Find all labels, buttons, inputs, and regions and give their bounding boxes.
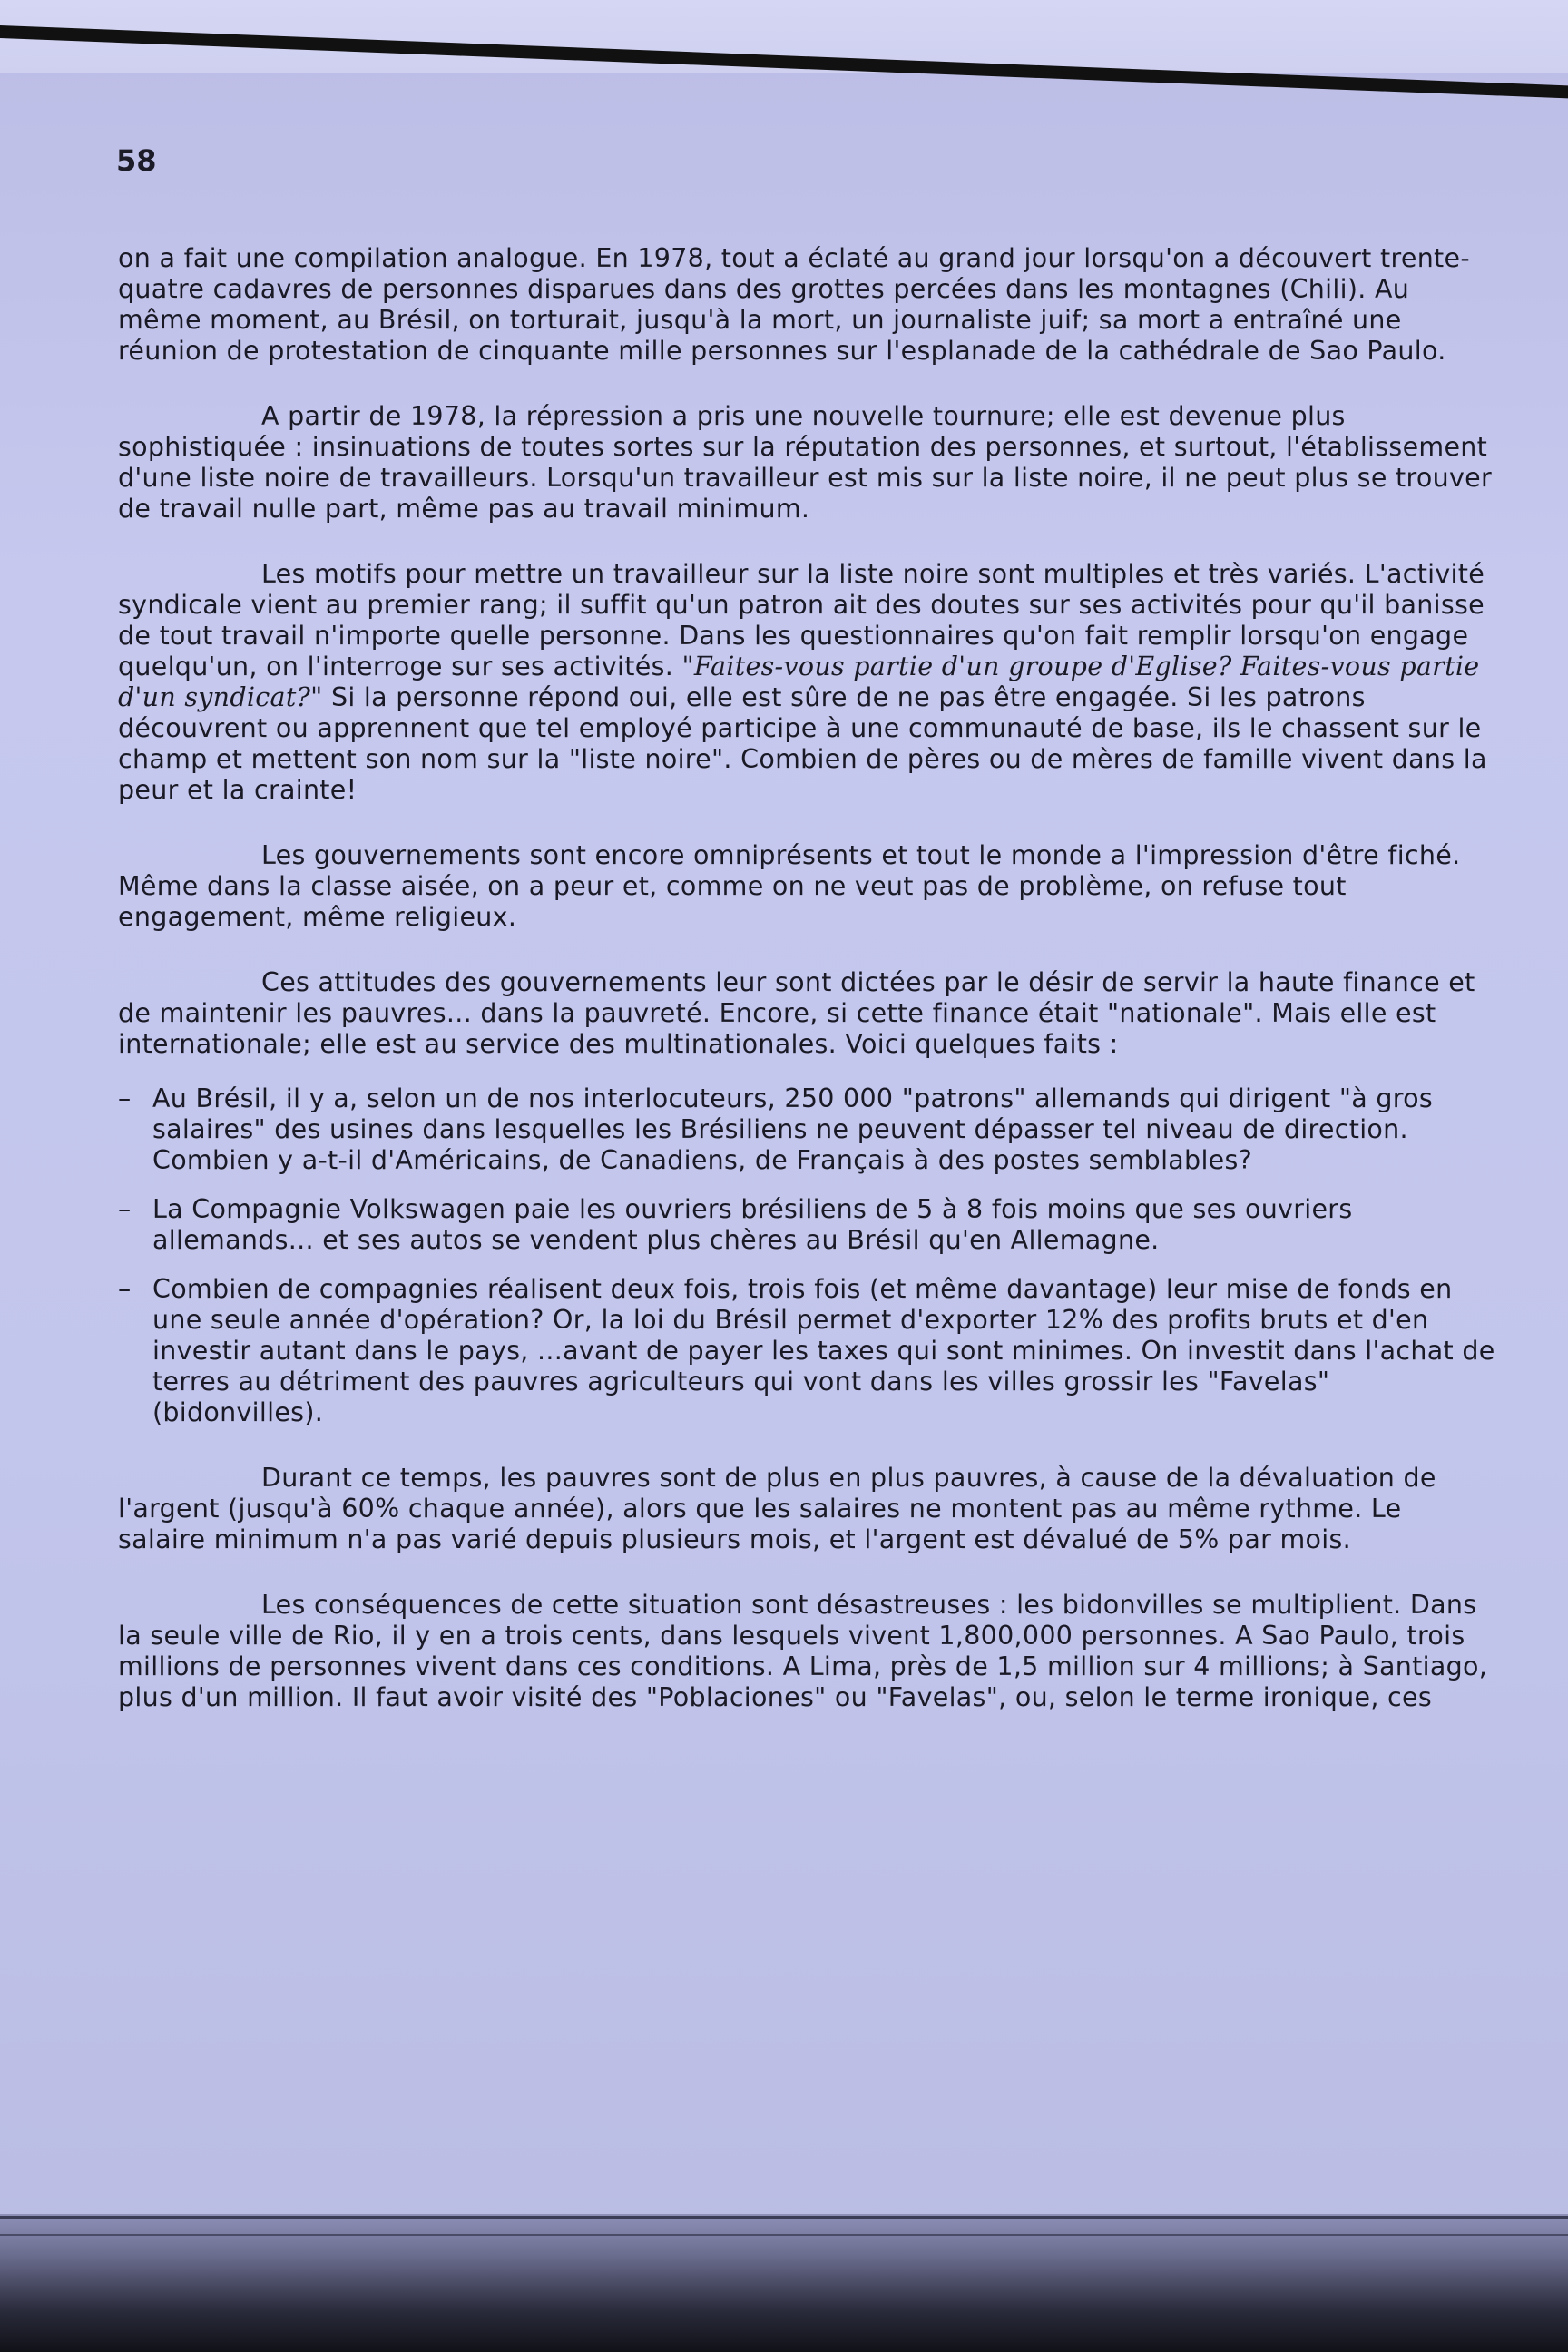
- bullet-dash: –: [118, 1083, 132, 1113]
- paragraph-5: Ces attitudes des gouvernements leur sont dictées par le désir de servir la haute finance et de maintenir les pauvres... dans la pauvreté. Encore, si cette finance était "nationale". Mais elle est internationale; elle est au service des multinationales. Voici quelques faits :: [118, 967, 1475, 1059]
- bullet-dash: –: [118, 1194, 132, 1224]
- page-edge-line: [0, 2216, 1568, 2219]
- bullet-text-3: Combien de compagnies réalisent deux fois, trois fois (et même davantage) leur mise de fonds en une seule année d'opération? Or, la loi du Brésil permet d'exporter 12% des profits bruts et d'en investir autant dans le pays, ...avant de payer les taxes qui sont minimes. On investit dans l'achat de terres au détriment des pauvres agriculteurs qui vont dans les villes grossir les "Favelas" (bidonvilles).: [152, 1274, 1495, 1427]
- bullet-item-3: [118, 1274, 1497, 1428]
- paragraph-1: on a fait une compilation analogue. En 1978, tout a éclaté au grand jour lorsqu'on a découvert trente-quatre cadavres de personnes disparues dans des grottes percées dans les montagnes (Chili). Au même moment, au Brésil, on torturait, jusqu'à la mort, un journaliste juif; sa mort a entraîné une réunion de protestation de cinquante mille personnes sur l'esplanade de la cathédrale de Sao Paulo.: [118, 243, 1470, 366]
- bullet-item-2: [118, 1194, 1497, 1256]
- handwritten-quote: "Faites-vous partie d'un groupe d'Eglise? Faites-vous partie d'un syndicat?": [118, 652, 1480, 712]
- paragraph-6: Durant ce temps, les pauvres sont de plus en plus pauvres, à cause de la dévaluation de l'argent (jusqu'à 60% chaque année), alors que les salaires ne montent pas au même rythme. Le salaire minimum n'a pas varié depuis plusieurs mois, et l'argent est dévalué de 5% par mois.: [118, 1463, 1436, 1554]
- paragraph-3: [118, 559, 1497, 806]
- bullet-item-1: [118, 1083, 1497, 1176]
- page-edge-line: [0, 2234, 1568, 2236]
- bullet-text-2: La Compagnie Volkswagen paie les ouvriers brésiliens de 5 à 8 fois moins que ses ouvriers allemands... et ses autos se vendent plus chères au Brésil qu'en Allemagne.: [152, 1194, 1353, 1255]
- bullet-dash: –: [118, 1274, 132, 1304]
- paragraph-3-end: Si la personne répond oui, elle est sûre de ne pas être engagée. Si les patrons découvrent ou apprennent que tel employé participe à une communauté de base, ils le chassent sur le champ et mettent son nom sur la "liste noire". Combien de pères ou de mères de famille vivent dans la peur et la crainte!: [118, 682, 1487, 805]
- body-text: [118, 243, 1497, 1748]
- paragraph-4: Les gouvernements sont encore omniprésents et tout le monde a l'impression d'être fiché. Même dans la classe aisée, on a peur et, comme on ne veut pas de problème, on refuse tout engagement, même religieux.: [118, 840, 1461, 932]
- paragraph-7: Les conséquences de cette situation sont désastreuses : les bidonvilles se multiplient. Dans la seule ville de Rio, il y en a trois cents, dans lesquels vivent 1,800,000 personnes. A Sao Paulo, trois millions de personnes vivent dans ces conditions. A Lima, près de 1,5 million sur 4 millions; à Santiago, plus d'un million. Il faut avoir visité des "Poblaciones" ou "Favelas", ou, selon le terme ironique, ces: [118, 1590, 1488, 1712]
- paragraph-2: A partir de 1978, la répression a pris une nouvelle tournure; elle est devenue plus sophistiquée : insinuations de toutes sortes sur la réputation des personnes, et surtout, l'établissement d'une liste noire de travailleurs. Lorsqu'un travailleur est mis sur la liste noire, il ne peut plus se trouver de travail nulle part, même pas au travail minimum.: [118, 401, 1493, 524]
- bullet-text-1: Au Brésil, il y a, selon un de nos interlocuteurs, 250 000 "patrons" allemands qui dirigent "à gros salaires" des usines dans lesquelles les Brésiliens ne peuvent dépasser tel niveau de direction. Combien y a-t-il d'Américains, de Canadiens, de Français à des postes semblables?: [152, 1083, 1434, 1175]
- paragraph-3-start: Les motifs pour mettre un travailleur sur la liste noire sont multiples et très variés. L'activité syndicale vient au premier rang; il suffit qu'un patron ait des doutes sur ses activités pour qu'il banisse de tout travail n'importe quelle personne. Dans les questionnaires qu'on fait remplir lorsqu'on engage quelqu'un, on l'interroge sur ses activités.: [118, 559, 1485, 681]
- page-number: 58: [116, 143, 157, 178]
